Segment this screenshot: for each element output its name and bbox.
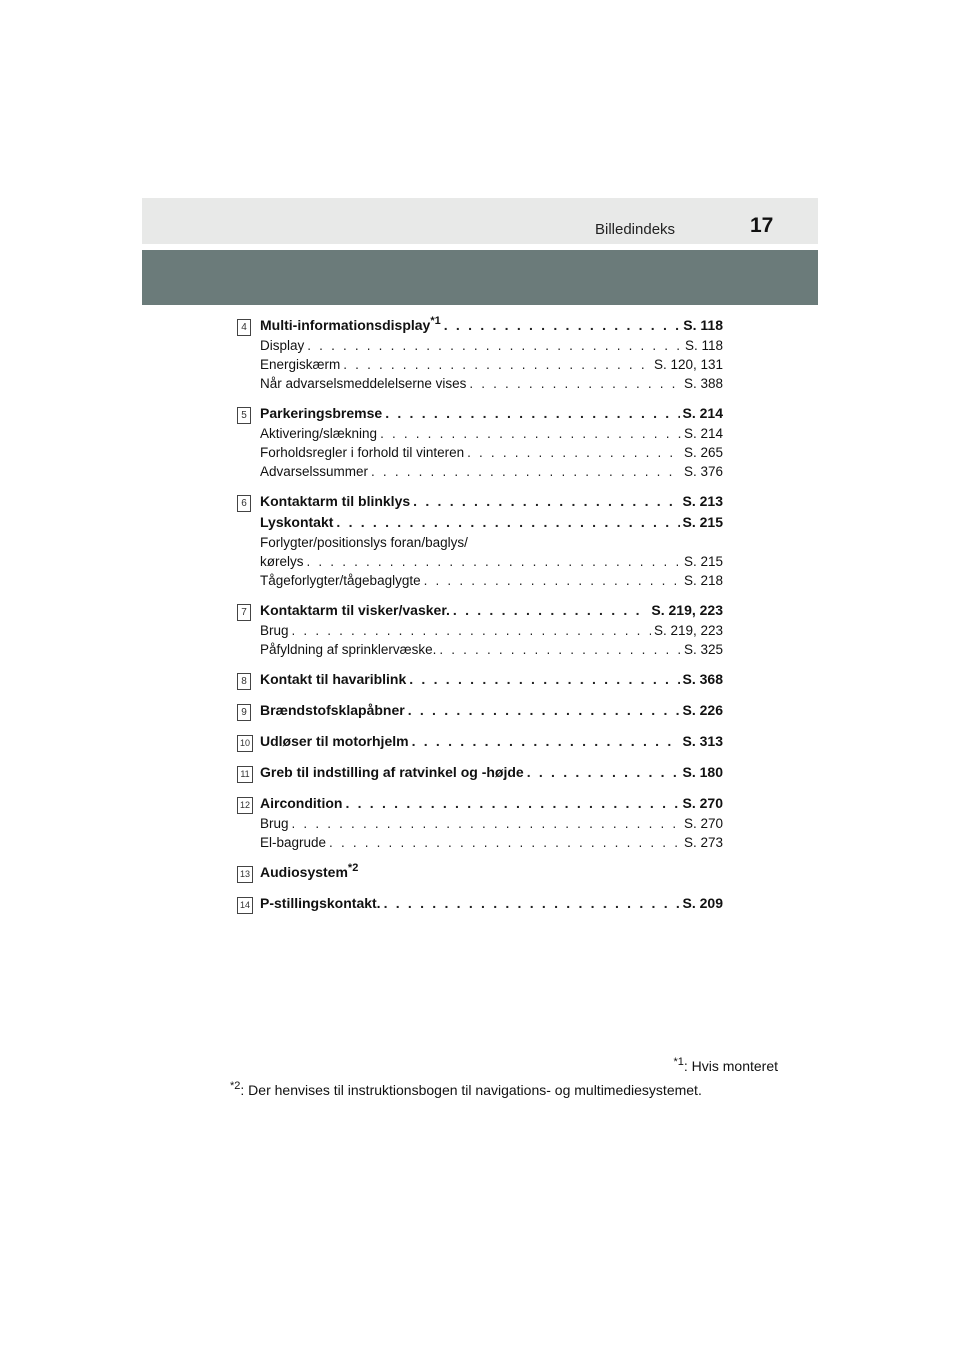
index-entry <box>237 862 723 883</box>
sub-entry[interactable] <box>260 552 723 571</box>
leader-dots <box>385 403 679 424</box>
entry-label: Lyskontakt <box>260 514 334 530</box>
page-ref: S. 270 <box>682 795 723 811</box>
index-entry <box>237 403 723 481</box>
page-ref: S. 214 <box>683 426 723 441</box>
index-entry <box>237 731 723 752</box>
sub-entry[interactable] <box>260 355 723 374</box>
leader-dots <box>444 315 681 336</box>
page-ref: S. 265 <box>683 445 723 460</box>
entry-label: Brændstofsklapåbner <box>260 702 405 718</box>
entry-number: 14 <box>237 897 253 914</box>
entry-main-row[interactable] <box>260 600 723 621</box>
page-ref: S. 270 <box>683 816 723 831</box>
leader-dots <box>336 512 679 533</box>
header-band <box>142 198 818 244</box>
entry-number: 6 <box>237 495 251 512</box>
sub-label: Tågeforlygter/tågebaglygte <box>260 573 421 588</box>
sub-label: Når advarselsmeddelelserne vises <box>260 376 467 391</box>
sub-entry-first-line <box>260 533 723 552</box>
page-ref: S. 273 <box>683 835 723 850</box>
footnote-1 <box>673 1058 778 1074</box>
leader-dots <box>469 374 681 393</box>
entry-number: 4 <box>237 319 251 336</box>
page-ref: S. 209 <box>682 895 723 911</box>
leader-dots <box>413 491 679 512</box>
sub-label: Brug <box>260 816 289 831</box>
sub-label: Display <box>260 338 305 353</box>
index-entry <box>237 700 723 721</box>
entry-main-row[interactable] <box>260 893 723 914</box>
entry-main-row[interactable] <box>260 403 723 424</box>
entry-label: Kontakt til havariblink <box>260 671 407 687</box>
leader-dots <box>329 833 681 852</box>
page-ref: S. 120, 131 <box>653 357 723 372</box>
entry-main-row[interactable] <box>260 512 723 533</box>
index-entry <box>237 600 723 659</box>
leader-dots <box>384 893 680 914</box>
sub-label: El-bagrude <box>260 835 327 850</box>
page-ref: S. 368 <box>682 671 723 687</box>
leader-dots <box>380 424 681 443</box>
leader-dots <box>292 814 681 833</box>
leader-dots <box>408 700 680 721</box>
sub-label: Påfyldning af sprinklervæske. <box>260 642 437 657</box>
entry-number: 7 <box>237 604 251 621</box>
sub-entry[interactable] <box>260 571 723 590</box>
page-ref: S. 215 <box>682 514 723 530</box>
sub-entry[interactable] <box>260 814 723 833</box>
sub-label: Forlygter/positionslys foran/baglys/ <box>260 535 468 550</box>
sub-label: Forholdsregler i forhold til vinteren <box>260 445 465 460</box>
leader-dots <box>424 571 681 590</box>
entry-number: 12 <box>237 797 253 814</box>
page-ref: S. 213 <box>682 493 723 509</box>
entry-main-row[interactable] <box>260 762 723 783</box>
page-ref: S. 226 <box>682 702 723 718</box>
index-entry <box>237 893 723 914</box>
page-ref: S. 313 <box>682 733 723 749</box>
index-entry <box>237 793 723 852</box>
footnote-marker: *2 <box>347 862 359 874</box>
entry-label: Aircondition <box>260 795 343 811</box>
footnote-marker: *1 <box>673 1056 684 1068</box>
leader-dots <box>439 640 681 659</box>
sub-label: kørelys <box>260 554 304 569</box>
sub-entry[interactable] <box>260 833 723 852</box>
sub-entry[interactable] <box>260 443 723 462</box>
footnote-marker: *1 <box>430 315 441 327</box>
leader-dots <box>412 731 680 752</box>
page-ref: S. 218 <box>683 573 723 588</box>
sub-label: Energiskærm <box>260 357 341 372</box>
leader-dots <box>307 336 682 355</box>
entry-number: 8 <box>237 673 251 690</box>
sub-entry[interactable] <box>260 640 723 659</box>
footnote-text: : Der henvises til instruktionsbogen til navigations- og multimediesystemet. <box>240 1082 702 1098</box>
footnote-marker: *2 <box>230 1080 241 1092</box>
entry-main-row[interactable] <box>260 700 723 721</box>
entry-label: Parkeringsbremse <box>260 405 383 421</box>
leader-dots <box>292 621 651 640</box>
entry-main-row[interactable] <box>260 793 723 814</box>
page-ref: S. 219, 223 <box>651 602 723 618</box>
entry-label: Kontaktarm til blinklys <box>260 493 411 509</box>
index-entry <box>237 762 723 783</box>
page-ref: S. 219, 223 <box>653 623 723 638</box>
sub-entry[interactable] <box>260 374 723 393</box>
entry-label: Kontaktarm til visker/vasker. <box>260 602 450 618</box>
sub-label: Aktivering/slækning <box>260 426 378 441</box>
index-entry <box>237 315 723 393</box>
sub-entry[interactable] <box>260 424 723 443</box>
page-ref: S. 214 <box>682 405 723 421</box>
sub-label: Brug <box>260 623 289 638</box>
entry-number: 9 <box>237 704 251 721</box>
index-entry <box>237 669 723 690</box>
footnote-2 <box>230 1082 702 1098</box>
entry-main-row[interactable] <box>260 731 723 752</box>
sub-entry[interactable] <box>260 621 723 640</box>
entry-label: Udløser til motorhjelm <box>260 733 409 749</box>
entry-label: Greb til indstilling af ratvinkel og -højde <box>260 764 524 780</box>
leader-dots <box>527 762 680 783</box>
sub-entry[interactable] <box>260 336 723 355</box>
page-ref: S. 118 <box>684 338 723 353</box>
page-number: 17 <box>750 214 774 237</box>
entry-main-row[interactable] <box>260 491 723 512</box>
leader-dots <box>345 793 679 814</box>
page-ref: S. 388 <box>683 376 723 391</box>
entry-number: 10 <box>237 735 253 752</box>
entry-label: P-stillingskontakt. <box>260 895 381 911</box>
leader-dots <box>453 600 648 621</box>
section-title: Billedindeks <box>595 221 676 238</box>
entry-number: 11 <box>237 766 253 783</box>
index-list <box>237 315 723 924</box>
header-bar <box>142 250 818 305</box>
entry-main-row[interactable] <box>260 862 723 883</box>
page-ref: S. 376 <box>683 464 723 479</box>
page-ref: S. 180 <box>682 764 723 780</box>
entry-label: Audiosystem <box>260 864 348 880</box>
entry-number: 13 <box>237 866 253 883</box>
page-ref: S. 325 <box>683 642 723 657</box>
leader-dots <box>343 355 651 374</box>
entry-label: Multi-informationsdisplay <box>260 317 431 333</box>
entry-main-row[interactable] <box>260 669 723 690</box>
leader-dots <box>467 443 681 462</box>
index-entry <box>237 491 723 590</box>
leader-dots <box>409 669 679 690</box>
entry-number: 5 <box>237 407 251 424</box>
footnote-text: : Hvis monteret <box>683 1058 778 1074</box>
leader-dots <box>307 552 681 571</box>
page-ref: S. 118 <box>683 317 723 333</box>
sub-label: Advarselssummer <box>260 464 369 479</box>
page-ref: S. 215 <box>683 554 723 569</box>
sub-entry[interactable] <box>260 462 723 481</box>
entry-main-row[interactable] <box>260 315 723 336</box>
leader-dots <box>371 462 681 481</box>
